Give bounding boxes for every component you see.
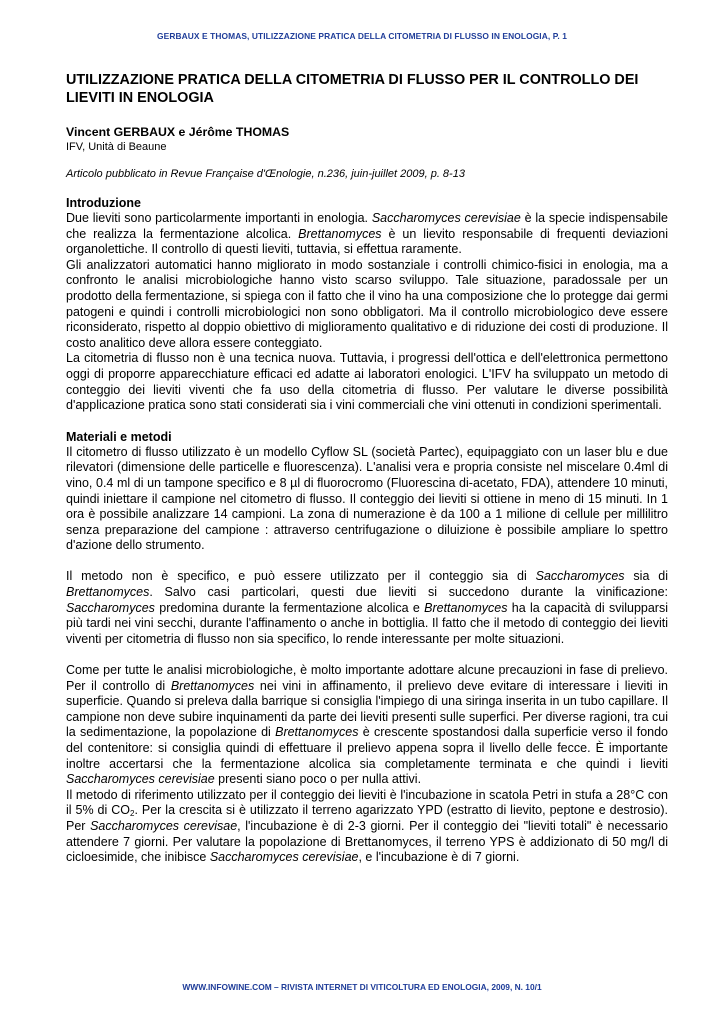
methods-paragraph-3: Come per tutte le analisi microbiologiche, è molto importante adottare alcune precauzioni in fase di prelievo. Per il controllo di Brettanomyces nei vini in affinamento, il prelievo deve evitare di interessare i lieviti in superficie. Quando si preleva dalla barrique si consiglia l'impiego di una siringa inserita in un tubo capillare. Il campione non deve subire inquinamenti da parte dei lieviti presenti sulle superfici. Per diverse ragioni, tra cui la sedimentazione, la popolazione di Brettanomyces è crescente spostandosi dalla superficie verso il fondo del contenitore: si consiglia quindi di effettuare il prelievo appena sopra il livello delle fecce. È importante inoltre accertarsi che la fermentazione alcolica sia completamente terminata e che quindi i lieviti Saccharomyces cerevisiae presenti siano poco o per nulla attivi. — [66, 663, 669, 787]
publication-citation: Articolo pubblicato in Revue Française d'Œnologie, n.236, juin-juillet 2009, p. 8-13 — [66, 168, 465, 180]
section-heading-intro: Introduzione — [66, 196, 141, 210]
section-heading-methods: Materiali e metodi — [66, 429, 172, 444]
methods-paragraph-2: Il metodo non è specifico, e può essere utilizzato per il conteggio sia di Saccharomyces sia di Brettanomyces. Salvo casi particolari, questi due lieviti si succedono durante la vinificazione: Saccharomyces predomina durante la fermentazione alcolica e Brettanomyces ha la capacità di svilupparsi più tardi nei vini secchi, durante l'affinamento o anche in bottiglia. Il fatto che il metodo di conteggio dei lieviti viventi per citometria di flusso non sia specifico, lo rende interessante per molte situazioni. — [66, 569, 669, 646]
intro-paragraph-2: Gli analizzatori automatici hanno migliorato in modo sostanziale i controlli chimico-fisici in enologia, ma a confronto le analisi microbiologiche hanno visto scarso sviluppo. Tale situazione, paradossale per un prodotto della fermentazione, si spiega con il fatto che il vino ha una composizione che lo protegge dai germi patogeni e quindi i controlli microbiologici non sono obbligatori. Ma il controllo microbiologico deve essere riconsiderato, rispetto al doppio obiettivo di miglioramento qualitativo e di riduzione dei costi di produzione. Il costo analitico deve allora essere conteggiato. — [66, 257, 668, 350]
article-title: UTILIZZAZIONE PRATICA DELLA CITOMETRIA DI FLUSSO PER IL CONTROLLO DEI LIEVITI IN ENOLOGIA — [66, 72, 639, 106]
affiliation: IFV, Unità di Beaune — [66, 141, 167, 153]
running-footer: WWW.INFOWINE.COM – RIVISTA INTERNET DI VITICOLTURA ED ENOLOGIA, 2009, N. 10/1 — [182, 982, 542, 992]
authors: Vincent GERBAUX e Jérôme THOMAS — [66, 125, 290, 139]
intro-paragraph-3: La citometria di flusso non è una tecnica nuova. Tuttavia, i progressi dell'ottica e dell'elettronica permettono oggi di proporre apparecchiature efficaci ed adatte ai laboratori enologici. L'IFV ha sviluppato un metodo di conteggio dei lieviti viventi che fa uso della citometria di flusso. Per valutare le diverse possibilità d'applicazione pratica sono stati considerati sia i vini commerciali che vini ottenuti in condizioni sperimentali. — [66, 351, 668, 413]
intro-paragraph-1: Due lieviti sono particolarmente importanti in enologia. Saccharomyces cerevisiae è la specie indispensabile che realizza la fermentazione alcolica. Brettanomyces è un lievito responsabile di frequenti deviazioni organolettiche. Il controllo di questi lieviti, tuttavia, si effettua raramente. — [66, 211, 668, 257]
methods-paragraph-1: Il citometro di flusso utilizzato è un modello Cyflow SL (società Partec), equipaggiato con un laser blu e due rilevatori (dimensione delle particelle e fluorescenza). L'analisi vera e propria consiste nel miscelare 0.4ml di vino, 0.4 ml di un tampone specifico e 8 µl di fluorocromo (Fluorescina di-acetato, FDA), attendere 10 minuti, quindi iniettare il campione nel citometro di flusso. Il conteggio dei lieviti si ottiene in meno di 15 minuti. In 1 ora è possibile analizzare 14 campioni. La zona di numerazione è da 100 a 1 milione di cellule per millilitro senza preparazione del campione : attraverso centrifugazione o diluizione è possibile ampliare lo spettro d'azione dello strumento. — [66, 444, 668, 553]
article-body — [66, 71, 668, 866]
methods-paragraph-4: Il metodo di riferimento utilizzato per il conteggio dei lieviti è l'incubazione in scatola Petri in stufa a 28°C con il 5% di $CO_2$. Per la crescita si è utilizzato il terreno agarizzato YPD (estratto di lievito, peptone e destrosio). Per Saccharomyces cerevisae, l'incubazione è di 2-3 giorni. Per il conteggio dei "lieviti totali" è necessario attendere 7 giorni. Per valutare la popolazione di Brettanomyces, il terreno YPS è addizionato di 50 mg/l di cicloesimide, che inibisce Saccharomyces cerevisiae, e l'incubazione è di 7 giorni. — [66, 787, 668, 865]
running-header: GERBAUX E THOMAS, UTILIZZAZIONE PRATICA DELLA CITOMETRIA DI FLUSSO IN ENOLOGIA, P. 1 — [157, 31, 567, 41]
